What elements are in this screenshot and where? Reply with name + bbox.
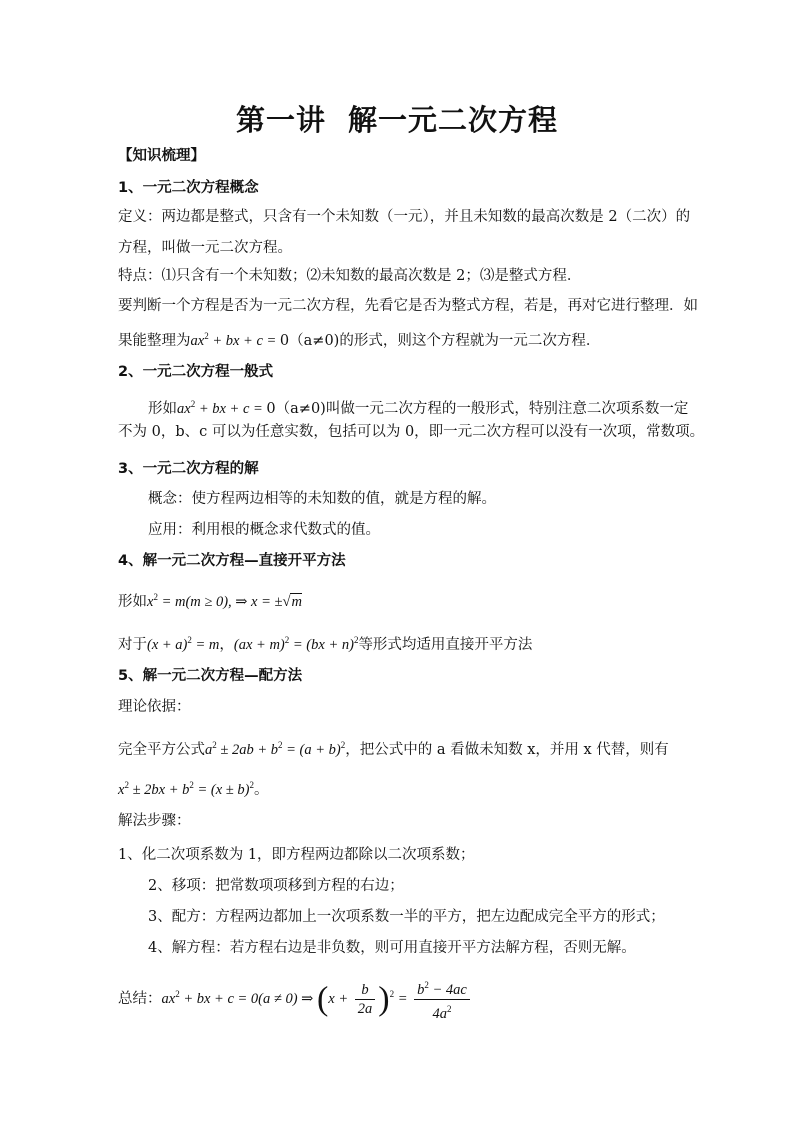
general-form-formula: $ax^2$ + bx + c =	[177, 399, 267, 417]
summary-line	[118, 972, 473, 1023]
perfect-square-x-line	[118, 775, 268, 800]
step-4: 4、解方程：若方程右边是非负数，则可用直接开平方法解方程，否则无解。	[148, 940, 636, 956]
definition-line-2: 方程，叫做一元二次方程。	[118, 240, 292, 256]
section-1-heading: 1、一元二次方程概念	[118, 180, 259, 196]
section-3-heading: 3、一元二次方程的解	[118, 461, 259, 477]
general-form-zero: 0	[266, 401, 276, 417]
perfect-square-x-formula: $x^2 \pm 2bx + b^2 = (x \pm b)^2$	[118, 780, 254, 798]
step-3: 3、配方：方程两边都加上一次项系数一半的平方，把左边配成完全平方的形式；	[148, 909, 665, 925]
definition-line-1: 定义：两边都是整式，只含有一个未知数（一元），并且未知数的最高次数是 2（二次）的	[118, 209, 691, 225]
knowledge-heading: 【知识梳理】	[118, 148, 205, 164]
applicable-suffix: 等形式均适用直接开平方法	[358, 637, 533, 653]
form-2-formula: (ax + m)$^2$ = (bx + n)$^2$	[233, 635, 359, 653]
general-form-suffix: （a≠0)叫做一元二次方程的一般形式，特别注意二次项系数一定	[275, 401, 689, 417]
square-root-prefix: 形如	[118, 594, 147, 610]
applicable-forms-line	[118, 630, 532, 655]
section-2-heading: 2、一元二次方程一般式	[118, 364, 274, 380]
judge-line-2-prefix: 果能整理为	[118, 333, 191, 349]
form-1-formula: $(x + a)^2 = m$	[147, 635, 220, 653]
perfect-square-x-end: 。	[253, 782, 269, 798]
perfect-square-suffix: ，把公式中的 a 看做未知数 x，并用 x 代替，则有	[345, 742, 669, 758]
step-1: 1、化二次项系数为 1，即方程两边都除以二次项系数；	[118, 847, 475, 863]
judge-line-2-suffix: （a≠0)的形式，则这个方程就为一元二次方程．	[289, 333, 601, 349]
theory-basis-label: 理论依据：	[118, 699, 191, 715]
steps-heading: 解法步骤：	[118, 813, 191, 829]
summary-formula: $ax^2$ + bx + c = 0(a ≠ 0) ⇒ (x + $\frac{b}{2a}$ )$^2$ = $\frac{b^2 - 4ac}{4a^2}$	[162, 991, 473, 1007]
step-2: 2、移项：把常数项项移到方程的右边；	[148, 878, 404, 894]
perfect-square-prefix: 完全平方公式	[118, 742, 205, 758]
title-lecture: 第一讲	[235, 103, 326, 137]
section-5-heading: 5、解一元二次方程—配方法	[118, 668, 303, 684]
general-form-prefix: 形如	[148, 401, 177, 417]
judge-line-1: 要判断一个方程是否为一元二次方程，先看它是否为整式方程，若是，再对它进行整理．如	[118, 298, 698, 314]
general-form-line-2: 不为 0，b、c 可以为任意实数，包括可以为 0，即一元二次方程可以没有一次项，常数项。	[118, 424, 705, 440]
square-root-formula: $x^2 = m(m \ge 0)$, ⇒ x = ±√m	[147, 592, 302, 610]
page-title	[0, 98, 794, 139]
application-line: 应用：利用根的概念求代数式的值。	[148, 522, 380, 538]
perfect-square-line	[118, 735, 669, 760]
standard-form-formula: $ax^2$ + bx + c =	[190, 331, 280, 349]
features-line: 特点：⑴只含有一个未知数；⑵未知数的最高次数是 2；⑶是整式方程．	[118, 268, 582, 284]
general-form-line-1	[148, 394, 688, 419]
title-topic: 解一元二次方程	[348, 103, 559, 137]
concept-line: 概念：使方程两边相等的未知数的值，就是方程的解。	[148, 491, 496, 507]
square-root-method-line	[118, 587, 302, 612]
summary-label: 总结：	[118, 991, 162, 1007]
standard-form-zero: 0	[279, 333, 290, 349]
judge-line-2	[118, 326, 600, 351]
applicable-prefix: 对于	[118, 637, 147, 653]
section-4-heading: 4、解一元二次方程—直接开平方法	[118, 553, 346, 569]
applicable-comma: ，	[219, 637, 234, 653]
perfect-square-formula: $a^2 \pm 2ab + b^2 = (a + b)^2$	[205, 740, 346, 758]
